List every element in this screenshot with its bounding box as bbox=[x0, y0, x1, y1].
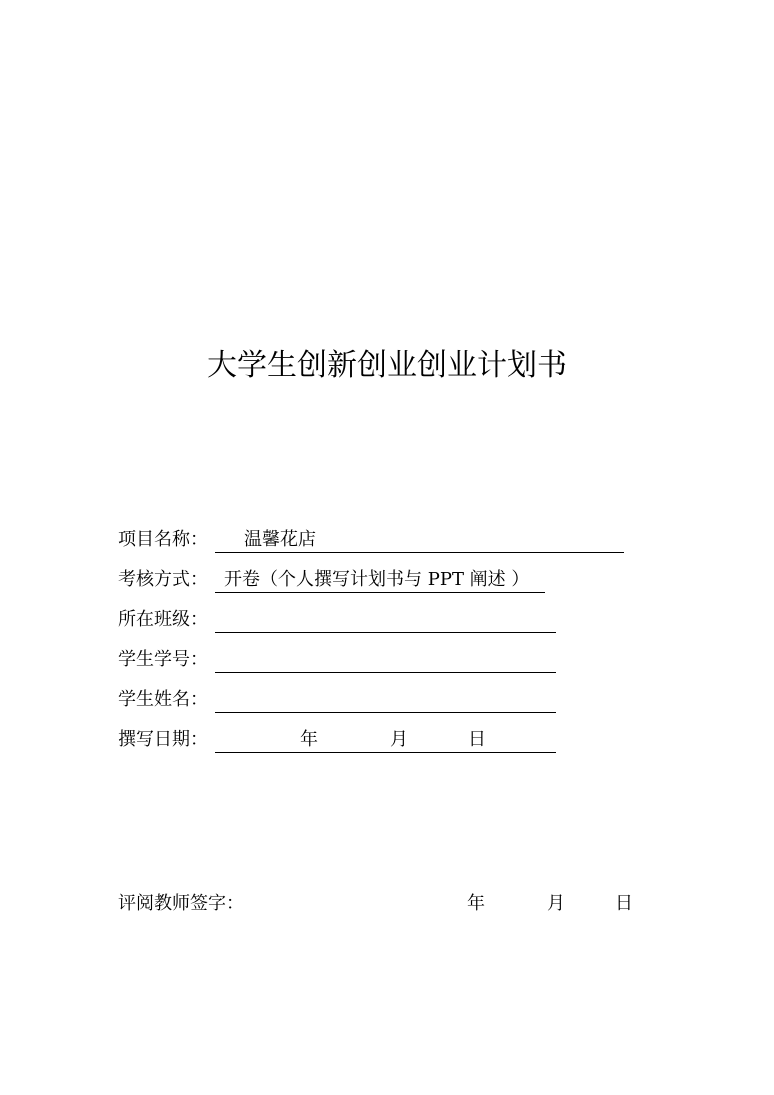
review-date-month: 月 bbox=[547, 893, 565, 914]
reviewer-signature-row bbox=[118, 891, 678, 917]
assessment-method-label: 考核方式： bbox=[118, 569, 208, 590]
field-student-name bbox=[118, 687, 558, 713]
assessment-method-value: 开卷（个人撰写计划书与 PPT 阐述 ） bbox=[224, 569, 530, 590]
student-id-label: 学生学号： bbox=[118, 649, 208, 670]
reviewer-signature-label: 评阅教师签字： bbox=[118, 893, 244, 914]
student-name-label: 学生姓名： bbox=[118, 689, 208, 710]
student-id-line[interactable] bbox=[215, 647, 556, 673]
class-line[interactable] bbox=[215, 607, 556, 633]
field-writing-date bbox=[118, 727, 558, 753]
project-name-value: 温馨花店 bbox=[244, 529, 316, 550]
field-class bbox=[118, 607, 558, 633]
field-assessment-method bbox=[118, 567, 558, 593]
student-name-line[interactable] bbox=[215, 687, 556, 713]
review-date-day: 日 bbox=[615, 893, 633, 914]
project-name-label: 项目名称： bbox=[118, 529, 208, 550]
review-date-year: 年 bbox=[467, 893, 485, 914]
assessment-method-line[interactable] bbox=[215, 567, 545, 593]
writing-date-line[interactable] bbox=[215, 727, 556, 753]
document-title: 大学生创新创业创业计划书 bbox=[207, 348, 567, 383]
field-project-name bbox=[118, 527, 628, 553]
field-student-id bbox=[118, 647, 558, 673]
project-name-line[interactable] bbox=[215, 527, 624, 553]
writing-date-day: 日 bbox=[468, 729, 486, 750]
writing-date-label: 撰写日期： bbox=[118, 729, 208, 750]
writing-date-month: 月 bbox=[390, 729, 408, 750]
class-label: 所在班级： bbox=[118, 609, 208, 630]
writing-date-year: 年 bbox=[300, 729, 318, 750]
